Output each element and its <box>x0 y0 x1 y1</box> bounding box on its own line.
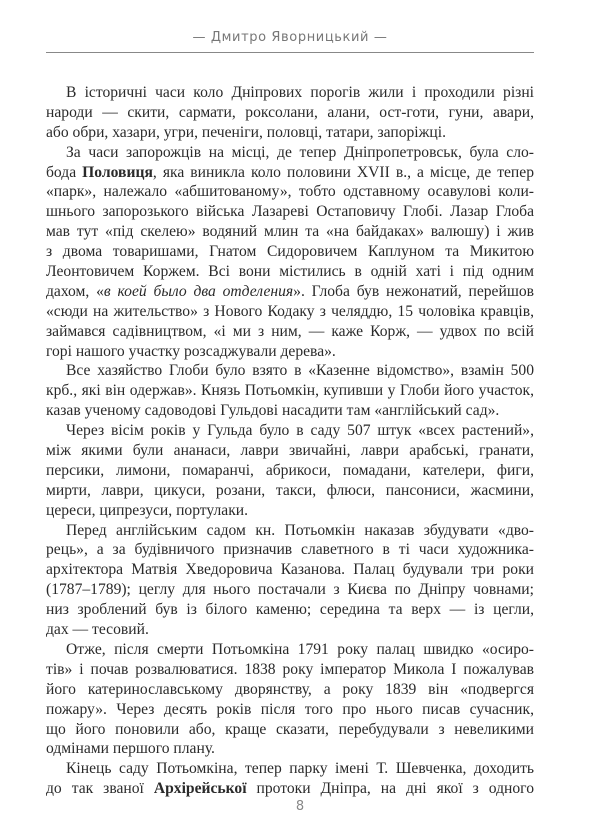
paragraph <box>46 521 534 640</box>
text-line: або обри, хазари, угри, печеніги, половці, татари, запоріжці. <box>46 123 446 141</box>
text-line: За часи запорожців на місці, де тепер Дніпропетровськ, була сло- <box>66 143 534 161</box>
text-line: Отже, після смерти Потьомкіна 1791 року палац швидко «осиро- <box>66 640 534 658</box>
text-line: (1787–1789); цеглу для нього постачали з Києва по Дніпру човнами; <box>46 581 534 599</box>
header-rule <box>46 52 534 53</box>
italic-text: в коей было два отделения <box>103 282 294 300</box>
text-segment: протоки Дніпра, на дні якої з одного <box>246 780 534 798</box>
text-line: персики, лимони, помаранчі, абрикоси, помадани, кателери, фиги, <box>46 461 534 479</box>
text-line: його катеринославському дворянству, а року 1839 він «подвергся <box>46 680 534 698</box>
text-line: пожару». Через десять років після того про нього писав сучасник, <box>46 700 534 718</box>
text-line: «парк», належало «абшитованому», тобто одставному осавулові коли- <box>46 183 534 201</box>
text-line: горі нашого участку розсаджували дерева». <box>46 342 336 360</box>
text-line: народи — скити, сармати, роксолани, алани, ост-готи, гуни, авари, <box>46 103 534 121</box>
text-line: низ зроблений був із білого каменю; середина та верх — із цегли, <box>46 601 534 619</box>
paragraph <box>46 640 534 759</box>
paragraph <box>46 361 534 421</box>
bold-text: Половиця <box>82 163 153 181</box>
text-line: «сюди на жительство» з Нового Кодаку з челяддю, 15 чоловіка кравців, <box>46 302 534 320</box>
text-line: архітектора Матвія Хведоровича Казанова. Палац будували три роки <box>46 561 534 579</box>
paragraph <box>46 421 534 520</box>
text-segment: , яка виникла коло половини XVII в., а місце, де тепер <box>152 163 534 181</box>
text-line: Кінець саду Потьомкіна, тепер парку імені Т. Шевченка, доходить <box>66 760 534 778</box>
text-segment: дахом, « <box>46 282 104 300</box>
text-line: Леонтовичем Коржем. Всі вони містились в одній хаті і під одним <box>46 263 534 281</box>
body-text <box>46 83 534 799</box>
text-line: що його поновили або, краще сказати, перебудували з невеликими <box>46 720 534 738</box>
paragraph <box>46 759 534 799</box>
paragraph <box>46 83 534 143</box>
bold-text: Архірейської <box>153 780 247 798</box>
text-segment: до так званої <box>46 780 154 798</box>
text-line: цереси, ципрезуси, портулаки. <box>46 501 249 519</box>
text-line: рець», а за будівничого призначив славетного в ті часи художника- <box>46 541 534 559</box>
text-line: Перед англійським садом кн. Потьомкін наказав збудувати «дво- <box>66 521 534 539</box>
text-line: казав ученому садоводові Гульдові насадити там «англійський сад». <box>46 402 500 420</box>
text-segment: бода <box>46 163 83 181</box>
text-line <box>46 163 534 183</box>
paragraph <box>46 143 534 362</box>
text-line: з двома товаришами, Гнатом Сидоровичем Каплуном та Микитою <box>46 243 534 261</box>
text-line: Через вісім років у Гульда було в саду 507 штук «всех растений», <box>66 422 534 440</box>
text-segment: ». Глоба був нежонатий, перейшов <box>293 282 534 300</box>
page-number: 8 <box>295 799 305 814</box>
running-head: — Дмитро Яворницький — <box>192 30 388 45</box>
text-line: шнього запорозького війська Лазареві Остаповичу Глобі. Лазар Глоба <box>46 203 534 221</box>
text-line: дах — тесовий. <box>46 621 149 639</box>
text-line: тів» і почав розвалюватися. 1838 року імператор Микола I пожалував <box>46 660 534 678</box>
text-line: крб., які він одержав». Князь Потьомкін, купивши у Глоби його участок, <box>46 382 534 400</box>
text-line: займався садівництвом, «і ми з ним, — каже Корж, — удвох по всій <box>46 322 534 340</box>
text-line: В історичні часи коло Дніпрових порогів жили і проходили різні <box>66 84 534 101</box>
text-line: Все хазяйство Глоби було взято в «Казенне відомство», взамін 500 <box>66 362 534 380</box>
text-line <box>46 282 534 302</box>
text-line: мав тут «під скелею» водяний млин та «на байдаках» валюшу) і жив <box>46 223 534 241</box>
text-line: між якими були ананаси, лаври звичайні, лаври арабські, гранати, <box>46 442 534 460</box>
text-line <box>46 779 534 799</box>
text-line: одмінами першого плану. <box>46 740 215 758</box>
text-line: мирти, лаври, цикуси, розани, такси, флюси, пансониси, жасмини, <box>46 481 534 499</box>
